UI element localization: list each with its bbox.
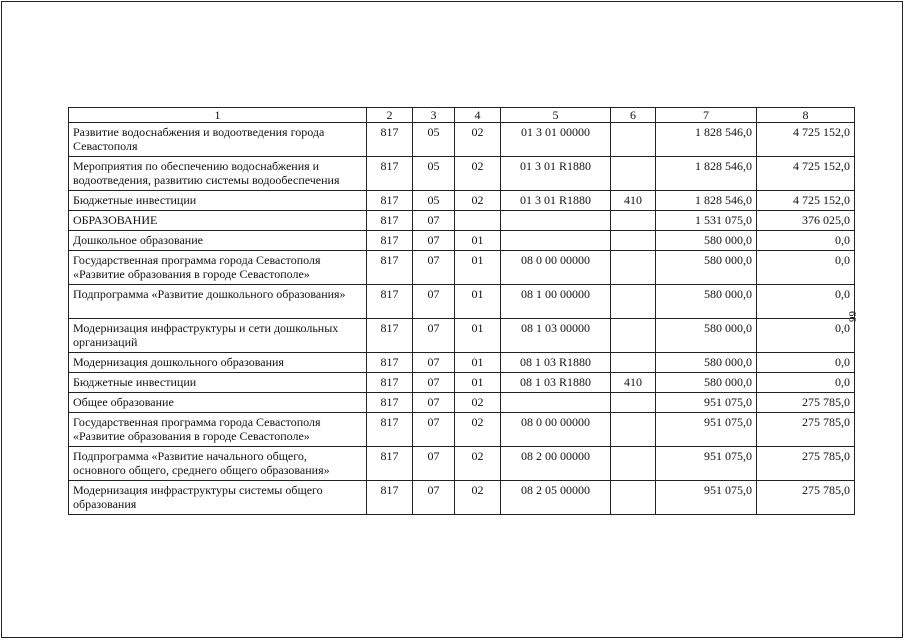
subsection-code: 01 bbox=[455, 231, 501, 251]
ministry-code: 817 bbox=[367, 353, 413, 373]
subsection-code: 02 bbox=[455, 123, 501, 157]
expense-type-code bbox=[611, 393, 656, 413]
amount-col8: 4 725 152,0 bbox=[757, 157, 855, 191]
item-name: Модернизация инфраструктуры системы общего образования bbox=[69, 481, 367, 515]
target-code: 08 0 00 00000 bbox=[501, 251, 611, 285]
table-row bbox=[69, 285, 855, 319]
column-header: 8 bbox=[757, 108, 855, 123]
ministry-code: 817 bbox=[367, 231, 413, 251]
table-row bbox=[69, 123, 855, 157]
expense-type-code: 410 bbox=[611, 191, 656, 211]
target-code bbox=[501, 231, 611, 251]
ministry-code: 817 bbox=[367, 393, 413, 413]
amount-col8: 4 725 152,0 bbox=[757, 123, 855, 157]
amount-col7: 580 000,0 bbox=[656, 251, 757, 285]
section-code: 07 bbox=[413, 319, 455, 353]
amount-col7: 951 075,0 bbox=[656, 413, 757, 447]
subsection-code: 01 bbox=[455, 251, 501, 285]
section-code: 07 bbox=[413, 285, 455, 319]
item-name: Бюджетные инвестиции bbox=[69, 373, 367, 393]
subsection-code: 02 bbox=[455, 413, 501, 447]
item-name: Модернизация дошкольного образования bbox=[69, 353, 367, 373]
ministry-code: 817 bbox=[367, 285, 413, 319]
item-name: Государственная программа города Севастополя «Развитие образования в городе Севастополе» bbox=[69, 413, 367, 447]
section-code: 05 bbox=[413, 191, 455, 211]
expense-type-code bbox=[611, 285, 656, 319]
item-name: Дошкольное образование bbox=[69, 231, 367, 251]
subsection-code: 01 bbox=[455, 373, 501, 393]
column-header: 2 bbox=[367, 108, 413, 123]
column-header: 1 bbox=[69, 108, 367, 123]
target-code: 08 0 00 00000 bbox=[501, 413, 611, 447]
amount-col7: 580 000,0 bbox=[656, 231, 757, 251]
expense-type-code bbox=[611, 251, 656, 285]
header-row bbox=[69, 108, 855, 123]
amount-col8: 275 785,0 bbox=[757, 413, 855, 447]
subsection-code: 02 bbox=[455, 157, 501, 191]
amount-col7: 951 075,0 bbox=[656, 447, 757, 481]
target-code: 08 1 03 R1880 bbox=[501, 353, 611, 373]
column-header: 4 bbox=[455, 108, 501, 123]
amount-col7: 580 000,0 bbox=[656, 319, 757, 353]
subsection-code bbox=[455, 211, 501, 231]
target-code: 08 1 03 00000 bbox=[501, 319, 611, 353]
expense-type-code bbox=[611, 353, 656, 373]
target-code: 08 1 03 R1880 bbox=[501, 373, 611, 393]
table-row bbox=[69, 413, 855, 447]
ministry-code: 817 bbox=[367, 373, 413, 393]
amount-col8: 275 785,0 bbox=[757, 393, 855, 413]
section-code: 07 bbox=[413, 353, 455, 373]
amount-col7: 1 828 546,0 bbox=[656, 123, 757, 157]
section-code: 07 bbox=[413, 481, 455, 515]
amount-col8: 0,0 bbox=[757, 285, 855, 319]
column-header: 3 bbox=[413, 108, 455, 123]
table-row bbox=[69, 231, 855, 251]
amount-col8: 0,0 bbox=[757, 251, 855, 285]
ministry-code: 817 bbox=[367, 481, 413, 515]
target-code: 01 3 01 R1880 bbox=[501, 191, 611, 211]
table-row bbox=[69, 481, 855, 515]
amount-col8: 0,0 bbox=[757, 319, 855, 353]
column-header: 7 bbox=[656, 108, 757, 123]
section-code: 05 bbox=[413, 157, 455, 191]
section-code: 07 bbox=[413, 447, 455, 481]
table-row bbox=[69, 447, 855, 481]
section-code: 07 bbox=[413, 393, 455, 413]
ministry-code: 817 bbox=[367, 413, 413, 447]
subsection-code: 02 bbox=[455, 447, 501, 481]
subsection-code: 01 bbox=[455, 285, 501, 319]
section-code: 07 bbox=[413, 211, 455, 231]
ministry-code: 817 bbox=[367, 123, 413, 157]
subsection-code: 02 bbox=[455, 393, 501, 413]
expense-type-code bbox=[611, 211, 656, 231]
ministry-code: 817 bbox=[367, 157, 413, 191]
amount-col7: 580 000,0 bbox=[656, 285, 757, 319]
ministry-code: 817 bbox=[367, 211, 413, 231]
table-row bbox=[69, 211, 855, 231]
target-code: 08 2 05 00000 bbox=[501, 481, 611, 515]
section-code: 07 bbox=[413, 413, 455, 447]
section-code: 07 bbox=[413, 373, 455, 393]
amount-col7: 580 000,0 bbox=[656, 353, 757, 373]
column-header: 6 bbox=[611, 108, 656, 123]
expense-type-code bbox=[611, 231, 656, 251]
item-name: Бюджетные инвестиции bbox=[69, 191, 367, 211]
subsection-code: 01 bbox=[455, 353, 501, 373]
amount-col8: 0,0 bbox=[757, 353, 855, 373]
ministry-code: 817 bbox=[367, 319, 413, 353]
target-code bbox=[501, 211, 611, 231]
item-name: Развитие водоснабжения и водоотведения города Севастополя bbox=[69, 123, 367, 157]
amount-col8: 275 785,0 bbox=[757, 447, 855, 481]
amount-col7: 580 000,0 bbox=[656, 373, 757, 393]
amount-col8: 4 725 152,0 bbox=[757, 191, 855, 211]
section-code: 05 bbox=[413, 123, 455, 157]
table-row bbox=[69, 373, 855, 393]
ministry-code: 817 bbox=[367, 251, 413, 285]
expense-type-code bbox=[611, 157, 656, 191]
amount-col7: 951 075,0 bbox=[656, 481, 757, 515]
item-name: Подпрограмма «Развитие дошкольного образования» bbox=[69, 285, 367, 319]
expense-type-code bbox=[611, 481, 656, 515]
amount-col8: 0,0 bbox=[757, 231, 855, 251]
item-name: ОБРАЗОВАНИЕ bbox=[69, 211, 367, 231]
amount-col8: 275 785,0 bbox=[757, 481, 855, 515]
amount-col7: 1 828 546,0 bbox=[656, 191, 757, 211]
subsection-code: 02 bbox=[455, 191, 501, 211]
table-row bbox=[69, 393, 855, 413]
expense-type-code bbox=[611, 447, 656, 481]
item-name: Модернизация инфраструктуры и сети дошкольных организаций bbox=[69, 319, 367, 353]
table-row bbox=[69, 353, 855, 373]
item-name: Государственная программа города Севастополя «Развитие образования в городе Севастополе» bbox=[69, 251, 367, 285]
subsection-code: 01 bbox=[455, 319, 501, 353]
amount-col7: 1 828 546,0 bbox=[656, 157, 757, 191]
target-code: 08 1 00 00000 bbox=[501, 285, 611, 319]
expense-type-code bbox=[611, 413, 656, 447]
subsection-code: 02 bbox=[455, 481, 501, 515]
table-row bbox=[69, 157, 855, 191]
amount-col8: 376 025,0 bbox=[757, 211, 855, 231]
ministry-code: 817 bbox=[367, 447, 413, 481]
expense-type-code bbox=[611, 319, 656, 353]
column-header: 5 bbox=[501, 108, 611, 123]
item-name: Мероприятия по обеспечению водоснабжения и водоотведения, развитию системы водообеспечения bbox=[69, 157, 367, 191]
page-number: 66 bbox=[846, 311, 858, 322]
amount-col7: 1 531 075,0 bbox=[656, 211, 757, 231]
ministry-code: 817 bbox=[367, 191, 413, 211]
budget-table bbox=[68, 107, 855, 515]
section-code: 07 bbox=[413, 251, 455, 285]
table-row bbox=[69, 251, 855, 285]
item-name: Подпрограмма «Развитие начального общего, основного общего, среднего общего образования» bbox=[69, 447, 367, 481]
target-code bbox=[501, 393, 611, 413]
table-row bbox=[69, 191, 855, 211]
table-row bbox=[69, 319, 855, 353]
amount-col8: 0,0 bbox=[757, 373, 855, 393]
amount-col7: 951 075,0 bbox=[656, 393, 757, 413]
target-code: 01 3 01 00000 bbox=[501, 123, 611, 157]
expense-type-code bbox=[611, 123, 656, 157]
item-name: Общее образование bbox=[69, 393, 367, 413]
target-code: 01 3 01 R1880 bbox=[501, 157, 611, 191]
expense-type-code: 410 bbox=[611, 373, 656, 393]
section-code: 07 bbox=[413, 231, 455, 251]
target-code: 08 2 00 00000 bbox=[501, 447, 611, 481]
